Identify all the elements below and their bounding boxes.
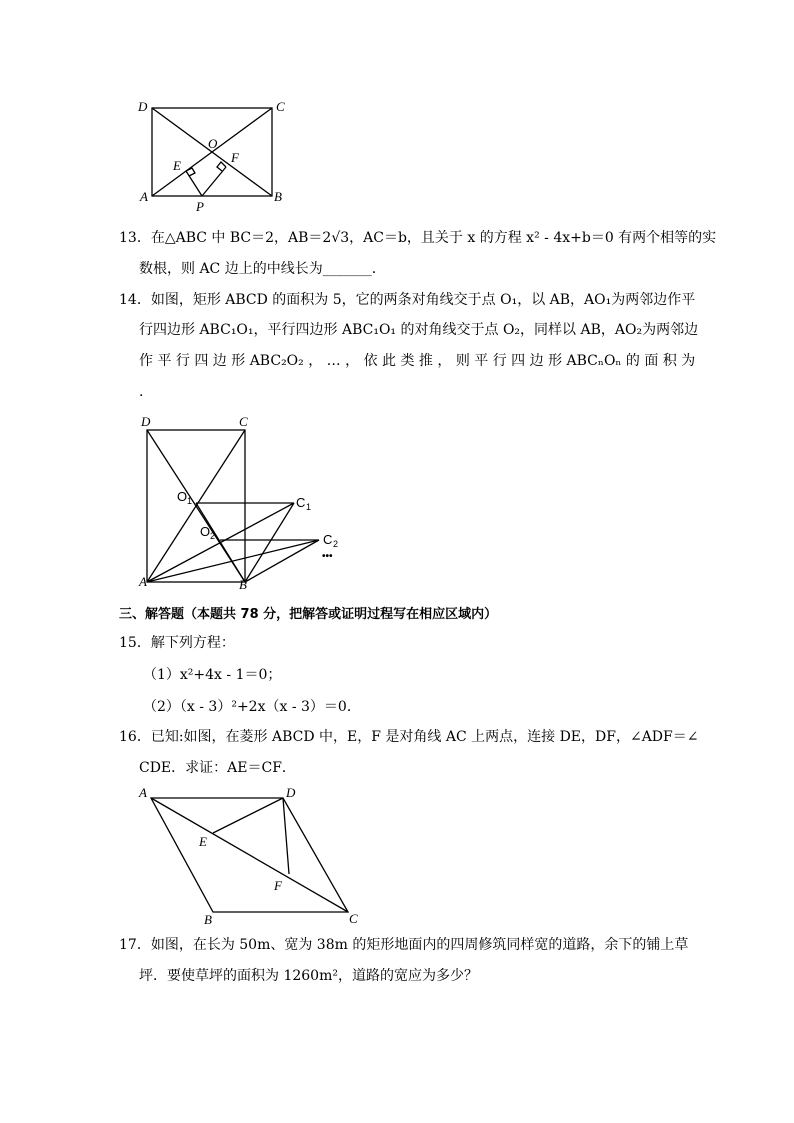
label-c2-sub: 2 — [333, 539, 339, 549]
label-a: A — [140, 189, 148, 204]
label-p: P — [196, 199, 204, 214]
q15-part2: （2）（x - 3）²+2x（x - 3）＝0． — [143, 699, 361, 715]
figure-rectangle-parallelograms — [133, 410, 363, 592]
label-c: C — [239, 414, 248, 429]
label-o: O — [208, 136, 218, 151]
label-c2: C — [323, 532, 333, 547]
label-b: B — [274, 189, 282, 204]
label-c: C — [276, 99, 285, 114]
segment-ac2 — [147, 540, 319, 582]
label-e: E — [199, 834, 207, 849]
label-c: C — [349, 911, 358, 926]
label-c1-sub: 1 — [306, 502, 312, 512]
label-f: F — [274, 878, 282, 893]
label-e: E — [173, 158, 181, 173]
q14-line1: 14．如图，矩形 ABCD 的面积为 5，它的两条对角线交于点 O₁，以 AB，AO₁为两邻边作平 — [119, 292, 696, 308]
label-o1: O — [177, 489, 188, 504]
label-b: B — [204, 912, 212, 927]
section-heading: 三、解答题（本题共 78 分，把解答或证明过程写在相应区域内） — [119, 607, 498, 622]
q15-part1: （1）x²+4x - 1＝0； — [143, 667, 282, 683]
q15-title: 15．解下列方程： — [119, 635, 235, 651]
label-continuation-dots: ••• — [322, 551, 333, 562]
segment-de — [213, 798, 283, 833]
label-d: D — [286, 785, 296, 800]
label-a: A — [139, 574, 147, 589]
q17-line2: 坪．要使草坪的面积为 1260m²，道路的宽应为多少？ — [139, 968, 478, 984]
label-d: D — [141, 414, 151, 429]
label-o2: O — [200, 524, 211, 539]
q13-line1: 13．在△ABC 中 BC＝2，AB＝2√3，AC＝b，且关于 x 的方程 x² - 4x+b＝0 有两个相等的实 — [119, 230, 717, 246]
figure-rhombus — [133, 783, 363, 928]
label-f: F — [231, 150, 239, 165]
segment-o1b — [196, 503, 245, 582]
q14-line4: . — [139, 384, 144, 400]
segment-c2b — [245, 540, 319, 582]
segment-pe — [186, 171, 202, 196]
q17-line1: 17．如图，在长为 50m、宽为 38m 的矩形地面内的四周修筑同样宽的道路，余下的铺上草 — [119, 937, 689, 953]
figure-rectangle-diagonals — [130, 95, 300, 215]
q16-line2: CDE．求证：AE＝CF． — [139, 760, 296, 776]
label-c1: C — [296, 495, 306, 510]
label-a: A — [139, 785, 147, 800]
q16-line1: 16．已知:如图，在菱形 ABCD 中，E，F 是对角线 AC 上两点，连接 DE，DF，∠ADF＝∠ — [119, 729, 699, 745]
q14-line3: 作 平 行 四 边 形 ABC₂O₂ ， … ， 依 此 类 推 ， 则 平 行 四 边 形 ABCₙOₙ 的 面 积 为 — [139, 353, 696, 369]
label-o1-sub: 1 — [187, 496, 193, 506]
label-d: D — [138, 99, 148, 114]
segment-pf — [202, 167, 226, 196]
segment-c1b — [245, 503, 294, 582]
label-o2-sub: 2 — [210, 531, 216, 541]
segment-df — [283, 798, 289, 874]
label-b: B — [239, 577, 247, 592]
q14-line2: 行四边形 ABC₁O₁，平行四边形 ABC₁O₁ 的对角线交于点 O₂，同样以 AB，AO₂为两邻边 — [139, 322, 699, 338]
q13-line2: 数根，则 AC 边上的中线长为_______． — [139, 261, 386, 277]
